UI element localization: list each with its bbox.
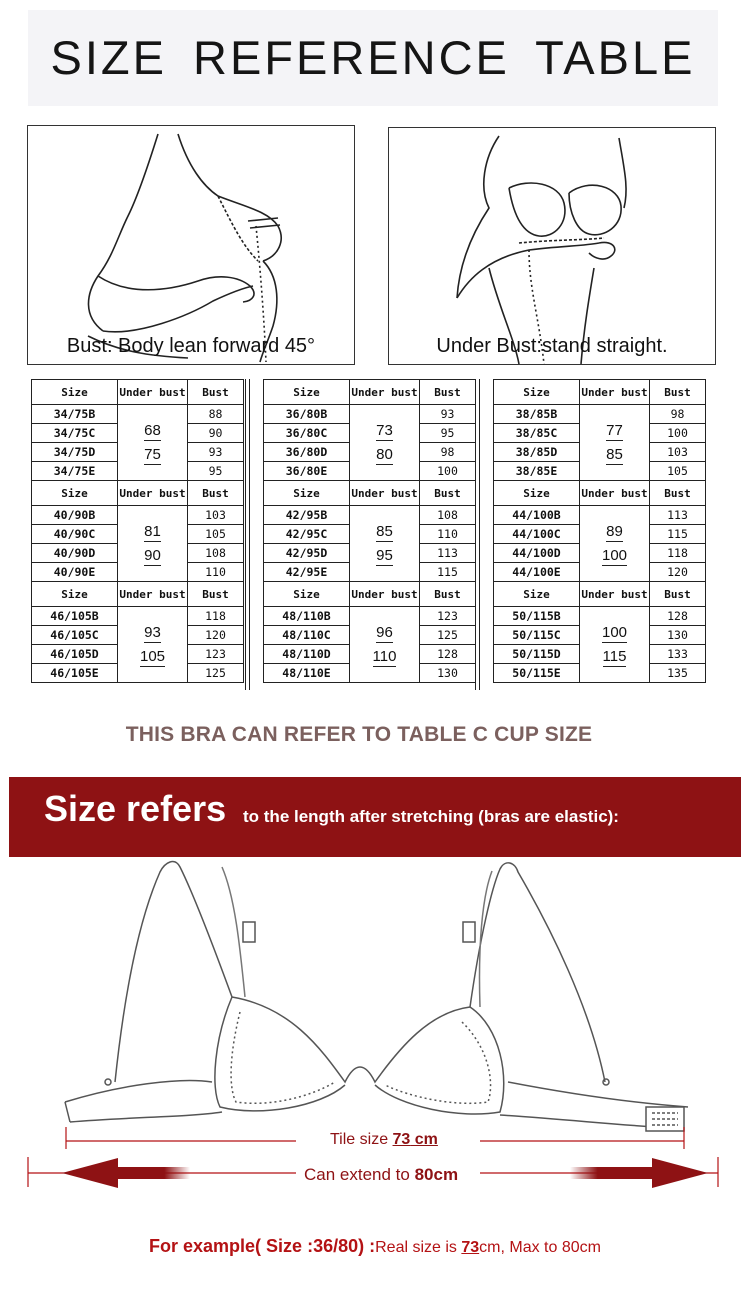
bust-cell: 93 [188, 443, 244, 462]
table-row [494, 506, 706, 525]
bust-cell: 113 [650, 506, 706, 525]
bust-header: Bust [650, 380, 706, 405]
banner-heading: Size refers [44, 788, 227, 829]
table-row [264, 405, 476, 424]
under-bust-header: Under bust [350, 380, 420, 405]
under-bust-header: Under bust [118, 380, 188, 405]
size-cell: 44/100E [494, 563, 580, 582]
under-bust-value: 75 [144, 445, 161, 463]
bust-caption: Bust: Body lean forward 45° [66, 335, 316, 357]
size-cell: 50/115E [494, 664, 580, 683]
size-cell: 40/90D [32, 544, 118, 563]
size-cell: 40/90E [32, 563, 118, 582]
bust-cell: 130 [420, 664, 476, 683]
size-cell: 38/85B [494, 405, 580, 424]
size-cell: 46/105C [32, 626, 118, 645]
example-lead: For example( Size :36/80) : [149, 1236, 376, 1256]
bust-cell: 98 [650, 405, 706, 424]
size-cell: 38/85C [494, 424, 580, 443]
bust-cell: 128 [420, 645, 476, 664]
underbust-measure-illustration-icon [389, 128, 715, 364]
size-cell: 36/80E [264, 462, 350, 481]
size-cell: 34/75B [32, 405, 118, 424]
bust-cell: 105 [188, 525, 244, 544]
extend-prefix: Can extend to [304, 1165, 415, 1184]
table-divider [245, 379, 250, 690]
under-bust-value: 85 [606, 445, 623, 463]
extend-label [304, 1165, 458, 1185]
size-cell: 48/110C [264, 626, 350, 645]
tile-size-prefix: Tile size [330, 1131, 393, 1148]
size-cell: 48/110D [264, 645, 350, 664]
under-bust-value: 77 [606, 421, 623, 439]
under-bust-header: Under bust [580, 582, 650, 607]
size-header: Size [32, 481, 118, 506]
under-bust-cell [118, 506, 188, 582]
bust-measure-panel [27, 125, 355, 365]
size-header: Size [264, 481, 350, 506]
bust-cell: 103 [188, 506, 244, 525]
under-bust-header: Under bust [118, 582, 188, 607]
size-cell: 44/100D [494, 544, 580, 563]
size-table-block [263, 379, 476, 683]
table-row [264, 506, 476, 525]
example-line [0, 1236, 750, 1257]
bust-header: Bust [650, 582, 706, 607]
size-cell: 38/85E [494, 462, 580, 481]
size-header: Size [494, 380, 580, 405]
under-bust-value: 85 [376, 522, 393, 540]
under-bust-value: 100 [601, 546, 628, 564]
under-bust-value: 89 [606, 522, 623, 540]
under-bust-cell [350, 405, 420, 481]
table-row [264, 607, 476, 626]
size-cell: 38/85D [494, 443, 580, 462]
bust-cell: 128 [650, 607, 706, 626]
table-divider [475, 379, 480, 690]
table-row [32, 405, 244, 424]
bust-cell: 105 [650, 462, 706, 481]
table-row [494, 607, 706, 626]
size-cell: 50/115B [494, 607, 580, 626]
bust-cell: 125 [420, 626, 476, 645]
size-cell: 40/90C [32, 525, 118, 544]
under-bust-value: 68 [144, 421, 161, 439]
size-table-block [31, 379, 244, 683]
size-cell: 48/110E [264, 664, 350, 683]
bust-cell: 110 [188, 563, 244, 582]
under-bust-value: 105 [139, 647, 166, 665]
bust-cell: 120 [188, 626, 244, 645]
bust-cell: 115 [420, 563, 476, 582]
bust-cell: 90 [188, 424, 244, 443]
size-cell: 42/95C [264, 525, 350, 544]
header-box [28, 10, 718, 106]
size-cell: 46/105D [32, 645, 118, 664]
under-bust-value: 95 [376, 546, 393, 564]
size-cell: 48/110B [264, 607, 350, 626]
bust-cell: 100 [420, 462, 476, 481]
size-cell: 34/75D [32, 443, 118, 462]
banner-subtext: to the length after stretching (bras are elastic): [243, 807, 619, 826]
bust-cell: 133 [650, 645, 706, 664]
size-cell: 46/105E [32, 664, 118, 683]
example-rest-prefix: Real size is [375, 1239, 462, 1256]
under-bust-value: 110 [372, 647, 397, 665]
example-rest-value: 73 [461, 1239, 480, 1256]
under-bust-value: 100 [601, 623, 628, 641]
bust-header: Bust [420, 481, 476, 506]
bust-cell: 98 [420, 443, 476, 462]
underbust-measure-panel [388, 127, 716, 365]
under-bust-cell [350, 506, 420, 582]
under-bust-value: 90 [144, 546, 161, 564]
bust-cell: 118 [650, 544, 706, 563]
bust-cell: 103 [650, 443, 706, 462]
bust-cell: 125 [188, 664, 244, 683]
bust-cell: 108 [420, 506, 476, 525]
size-cell: 42/95D [264, 544, 350, 563]
size-cell: 36/80D [264, 443, 350, 462]
arrow-left-icon [62, 1158, 190, 1188]
size-cell: 50/115D [494, 645, 580, 664]
bust-cell: 130 [650, 626, 706, 645]
bust-header: Bust [188, 481, 244, 506]
bust-header: Bust [420, 380, 476, 405]
under-bust-header: Under bust [580, 380, 650, 405]
under-bust-cell [118, 607, 188, 683]
under-bust-header: Under bust [350, 481, 420, 506]
size-header: Size [32, 380, 118, 405]
size-cell: 34/75E [32, 462, 118, 481]
size-cell: 44/100C [494, 525, 580, 544]
size-table-block [493, 379, 706, 683]
bust-cell: 123 [188, 645, 244, 664]
bust-cell: 95 [188, 462, 244, 481]
size-header: Size [32, 582, 118, 607]
size-cell: 44/100B [494, 506, 580, 525]
under-bust-value: 80 [376, 445, 393, 463]
under-bust-header: Under bust [580, 481, 650, 506]
table-row [32, 506, 244, 525]
size-table [31, 379, 708, 690]
under-bust-cell [580, 405, 650, 481]
size-cell: 36/80C [264, 424, 350, 443]
size-cell: 42/95B [264, 506, 350, 525]
under-bust-value: 115 [602, 647, 627, 665]
bust-cell: 115 [650, 525, 706, 544]
tile-size-label [330, 1131, 438, 1149]
bust-cell: 93 [420, 405, 476, 424]
under-bust-cell [580, 607, 650, 683]
bust-cell: 88 [188, 405, 244, 424]
under-bust-value: 93 [144, 623, 161, 641]
bust-cell: 108 [188, 544, 244, 563]
size-header: Size [494, 582, 580, 607]
page-title: SIZE REFERENCE TABLE [50, 31, 696, 84]
bust-cell: 118 [188, 607, 244, 626]
under-bust-value: 81 [144, 522, 161, 540]
bust-header: Bust [420, 582, 476, 607]
tile-size-value: 73 [392, 1131, 411, 1148]
bust-cell: 110 [420, 525, 476, 544]
size-cell: 40/90B [32, 506, 118, 525]
table-row [32, 607, 244, 626]
bust-measure-illustration-icon [28, 126, 354, 364]
bust-cell: 123 [420, 607, 476, 626]
bust-cell: 95 [420, 424, 476, 443]
size-cell: 34/75C [32, 424, 118, 443]
bust-header: Bust [188, 380, 244, 405]
size-cell: 42/95E [264, 563, 350, 582]
size-cell: 36/80B [264, 405, 350, 424]
table-row [494, 405, 706, 424]
under-bust-value: 96 [376, 623, 393, 641]
size-header: Size [494, 481, 580, 506]
extend-value: 80cm [414, 1165, 459, 1184]
bust-cell: 100 [650, 424, 706, 443]
size-cell: 50/115C [494, 626, 580, 645]
bust-header: Bust [650, 481, 706, 506]
underbust-caption: Under Bust:stand straight. [436, 335, 668, 357]
under-bust-cell [118, 405, 188, 481]
cup-size-note: THIS BRA CAN REFER TO TABLE C CUP SIZE [125, 723, 593, 746]
under-bust-value: 73 [376, 421, 393, 439]
size-header: Size [264, 582, 350, 607]
size-header: Size [264, 380, 350, 405]
under-bust-cell [580, 506, 650, 582]
bust-cell: 120 [650, 563, 706, 582]
example-rest-suffix: cm, Max to 80cm [479, 1239, 601, 1256]
under-bust-header: Under bust [350, 582, 420, 607]
bust-cell: 135 [650, 664, 706, 683]
bust-cell: 113 [420, 544, 476, 563]
arrow-right-icon [570, 1158, 708, 1188]
bust-header: Bust [188, 582, 244, 607]
size-cell: 46/105B [32, 607, 118, 626]
tile-size-unit: cm [410, 1131, 438, 1148]
under-bust-header: Under bust [118, 481, 188, 506]
under-bust-cell [350, 607, 420, 683]
